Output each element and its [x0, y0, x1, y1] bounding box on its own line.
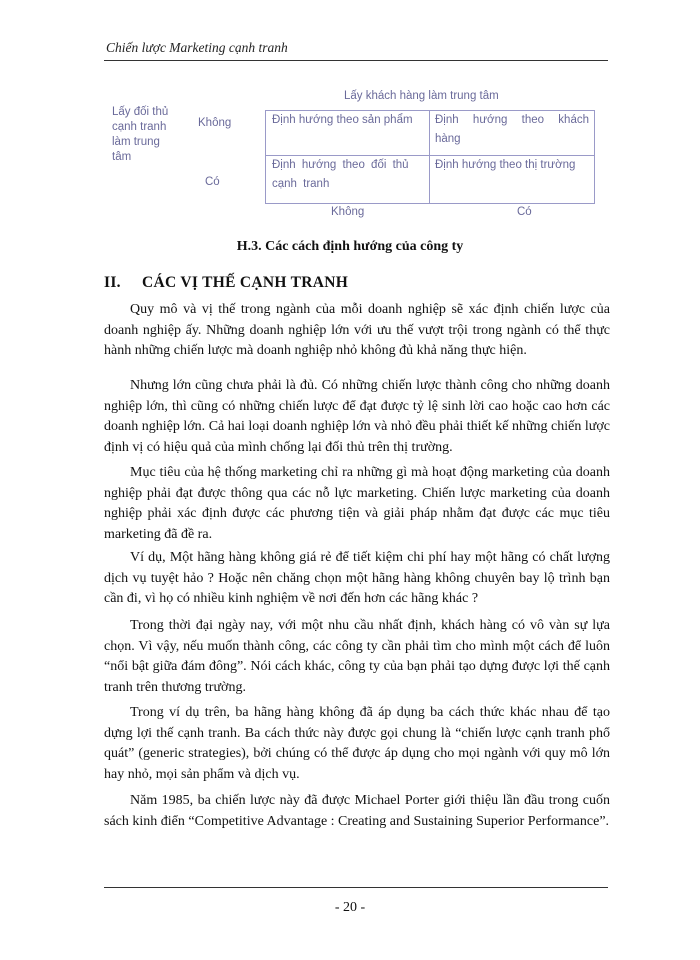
cell-bottom-left: Định hướng theo đối thủ cạnh tranh	[272, 159, 409, 190]
page-number: - 20 -	[334, 900, 366, 915]
figure-caption: H.3. Các cách định hướng của công ty	[236, 239, 464, 254]
paragraph-2: Nhưng lớn cũng chưa phải là đủ. Có những chiến lược thành công cho những doanh nghiệp lớn, thì cũng có những chiến lược để đạt được tỷ lệ sinh lời cao hoặc cao hơn các doanh nghiệp lớn. Cả hai loại doanh nghiệp lớn và nhỏ đều phải thiết kế những chiến lược định vị có hiệu quả của mình chống lại đối thủ trên thị trường.	[104, 378, 610, 455]
paragraph-7: Năm 1985, ba chiến lược này đã được Michael Porter giới thiệu lần đầu trong cuốn sách kinh điển “Competitive Advantage : Creating and Sustaining Superior Performance”.	[104, 793, 610, 829]
section-heading	[104, 274, 348, 292]
diagram-top-label: Lấy khách hàng làm trung tâm	[344, 90, 499, 102]
footer-rule	[104, 887, 608, 888]
cell-bottom-right: Định hướng theo thị trường	[435, 159, 576, 171]
paragraph-3: Mục tiêu của hệ thống marketing chỉ ra những gì mà hoạt động marketing của doanh nghiệp phải đạt được thông qua các nỗ lực marketing. Chiến lược marketing của doanh nghiệp phải xác định được các phương tiện và giải pháp nhằm đạt được các mục tiêu marketing đã đề ra.	[104, 465, 610, 542]
diagram-col-label-left: Không	[331, 206, 365, 218]
paragraph-4: Ví dụ, Một hãng hàng không giá rẻ để tiết kiệm chi phí hay một hãng có chất lượng dịch vụ tuyệt hảo ? Hoặc nên chăng chọn một hãng hàng không chuyên bay lộ trình bạn cần đi, vì họ có nhiều kinh nghiệm về nơi đến hơn các hãng khác ?	[104, 550, 610, 606]
paragraph-1: Quy mô và vị thế trong ngành của mỗi doanh nghiệp sẽ xác định chiến lược của doanh nghiệp ấy. Những doanh nghiệp lớn với ưu thế vượt trội trong ngành có thể thực hành những chiến lược mà doanh nghiệp nhỏ không đủ khả năng thực hiện.	[104, 302, 610, 358]
section-title: CÁC VỊ THẾ CẠNH TRANH	[142, 274, 349, 291]
diagram-row-label-top: Không	[198, 117, 232, 129]
diagram-row-label-bottom: Có	[205, 176, 220, 188]
diagram-left-label: Lấy đối thủ cạnh tranh làm trung tâm	[112, 106, 169, 163]
paragraph-5: Trong thời đại ngày nay, với một nhu cầu nhất định, khách hàng có vô vàn sự lựa chọn. Vì vậy, nếu muốn thành công, các công ty cần phải tìm cho mình một cách để luôn “nổi bật giữa đám đông”. Nói cách khác, công ty của bạn phải tạo dựng được lợi thế cạnh tranh trên thương trường.	[104, 618, 610, 695]
matrix-grid	[265, 110, 595, 204]
orientation-matrix-diagram	[0, 0, 700, 230]
diagram-col-label-right: Có	[517, 206, 532, 218]
paragraph-6: Trong ví dụ trên, ba hãng hàng không đã áp dụng ba cách thức khác nhau để tạo dựng lợi thế cạnh tranh. Ba cách thức này được gọi chung là “chiến lược cạnh tranh phổ quát” (generic strategies), bởi chúng có thể được áp dụng cho mọi ngành với quy mô lớn hay nhỏ, mọi sản phẩm và dịch vụ.	[104, 705, 610, 782]
running-header: Chiến lược Marketing cạnh tranh	[106, 40, 288, 55]
matrix-vertical-divider	[429, 111, 430, 203]
section-number: II.	[104, 274, 121, 291]
cell-top-left: Định hướng theo sản phẩm	[272, 114, 413, 126]
cell-top-right: Định hướng theo khách hàng	[435, 114, 589, 145]
